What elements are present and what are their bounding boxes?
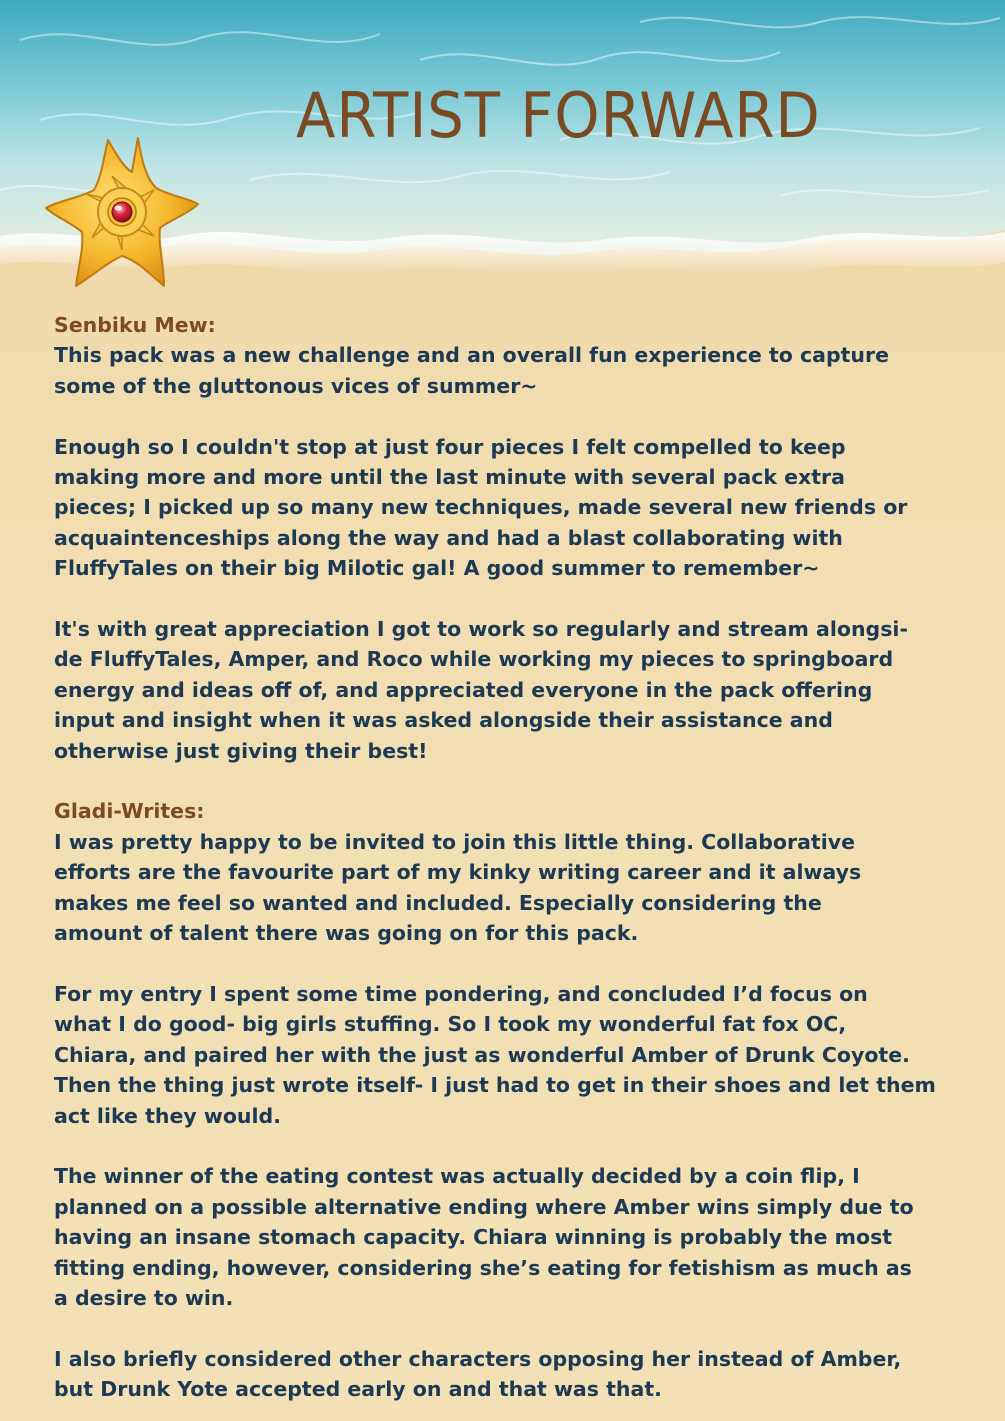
section-gladi-writes <box>54 796 964 1404</box>
paragraph: I was pretty happy to be invited to join this little thing. Collaborative efforts are the favourite part of my kinky writing career and it always makes me feel so wanted and included. Especially considering the amount of talent there was going on for this pack. <box>54 829 862 946</box>
author-heading: Gladi-Writes: <box>54 799 205 824</box>
author-heading: Senbiku Mew: <box>54 313 216 337</box>
staryu-starfish-icon <box>42 132 202 292</box>
page-title: ARTIST FORWARD <box>296 79 821 152</box>
paragraph: Enough so I couldn't stop at just four pieces I felt compelled to keep making more and more until the last minute with several pack extra pieces; I picked up so many new techniques, made several new friends or acquaintenceships along the way and had a blast collaborating with FluffyTales on their big Milotic gal! A good summer to remember~ <box>54 434 908 581</box>
paragraph: For my entry I spent some time pondering, and concluded I’d focus on what I do good- big girls stuffing. So I took my wonderful fat fox OC, Chiara, and paired her with the just as wonderful Amber of Drunk Coyote. Then the thing just wrote itself- I just had to get in their shoes and let them act like they would. <box>54 981 936 1128</box>
forward-text <box>54 310 964 1405</box>
section-senbiku-mew <box>54 310 964 766</box>
paragraph: The winner of the eating contest was actually decided by a coin flip, I planned on a possible alternative ending where Amber wins simply due to having an insane stomach capacity. Chiara winning is probably the most fitting ending, however, considering she’s eating for fetishism as much as a desire to win. <box>54 1164 914 1310</box>
paragraph: This pack was a new challenge and an overall fun experience to capture some of the gluttonous vices of summer~ <box>54 343 890 398</box>
paragraph: It's with great appreciation I got to work so regularly and stream alongsi- de FluffyTales, Amper, and Roco while working my pieces to springboard energy and ideas off of, and appreciated everyone in the pack offering input and insight when it was asked alongside their assistance and otherwise just giving their best! <box>54 617 908 763</box>
paragraph: I also briefly considered other characters opposing her instead of Amber, but Drunk Yote accepted early on and that was that. <box>54 1346 902 1402</box>
